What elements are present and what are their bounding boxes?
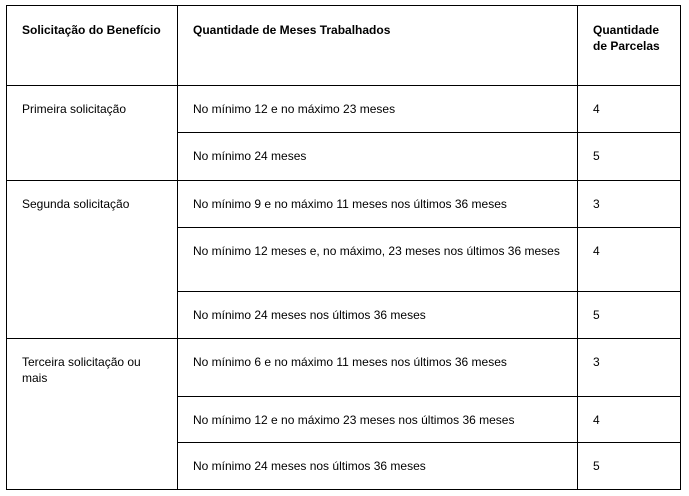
months-cell: No mínimo 12 meses e, no máximo, 23 meses nos últimos 36 meses: [178, 228, 578, 292]
installments-cell: 5: [578, 133, 681, 181]
table-row: [7, 339, 681, 397]
header-request: Solicitação do Benefício: [7, 6, 178, 86]
request-cell: Terceira solicitação ou mais: [7, 339, 178, 490]
header-installments: Quantidade de Parcelas: [578, 6, 681, 86]
months-cell: No mínimo 12 e no máximo 23 meses nos últimos 36 meses: [178, 397, 578, 443]
months-cell: No mínimo 24 meses nos últimos 36 meses: [178, 443, 578, 490]
header-months-worked: Quantidade de Meses Trabalhados: [178, 6, 578, 86]
table-row: [7, 181, 681, 228]
installments-cell: 4: [578, 397, 681, 443]
installments-cell: 3: [578, 339, 681, 397]
months-cell: No mínimo 12 e no máximo 23 meses: [178, 86, 578, 133]
months-cell: No mínimo 9 e no máximo 11 meses nos últimos 36 meses: [178, 181, 578, 228]
months-cell: No mínimo 6 e no máximo 11 meses nos últimos 36 meses: [178, 339, 578, 397]
installments-cell: 3: [578, 181, 681, 228]
installments-cell: 4: [578, 228, 681, 292]
table-header-row: [7, 6, 681, 86]
request-cell: Segunda solicitação: [7, 181, 178, 339]
installments-cell: 5: [578, 443, 681, 490]
months-cell: No mínimo 24 meses: [178, 133, 578, 181]
benefit-installments-table: [6, 5, 681, 490]
installments-cell: 4: [578, 86, 681, 133]
table-row: [7, 86, 681, 133]
installments-cell: 5: [578, 292, 681, 339]
months-cell: No mínimo 24 meses nos últimos 36 meses: [178, 292, 578, 339]
request-cell: Primeira solicitação: [7, 86, 178, 181]
